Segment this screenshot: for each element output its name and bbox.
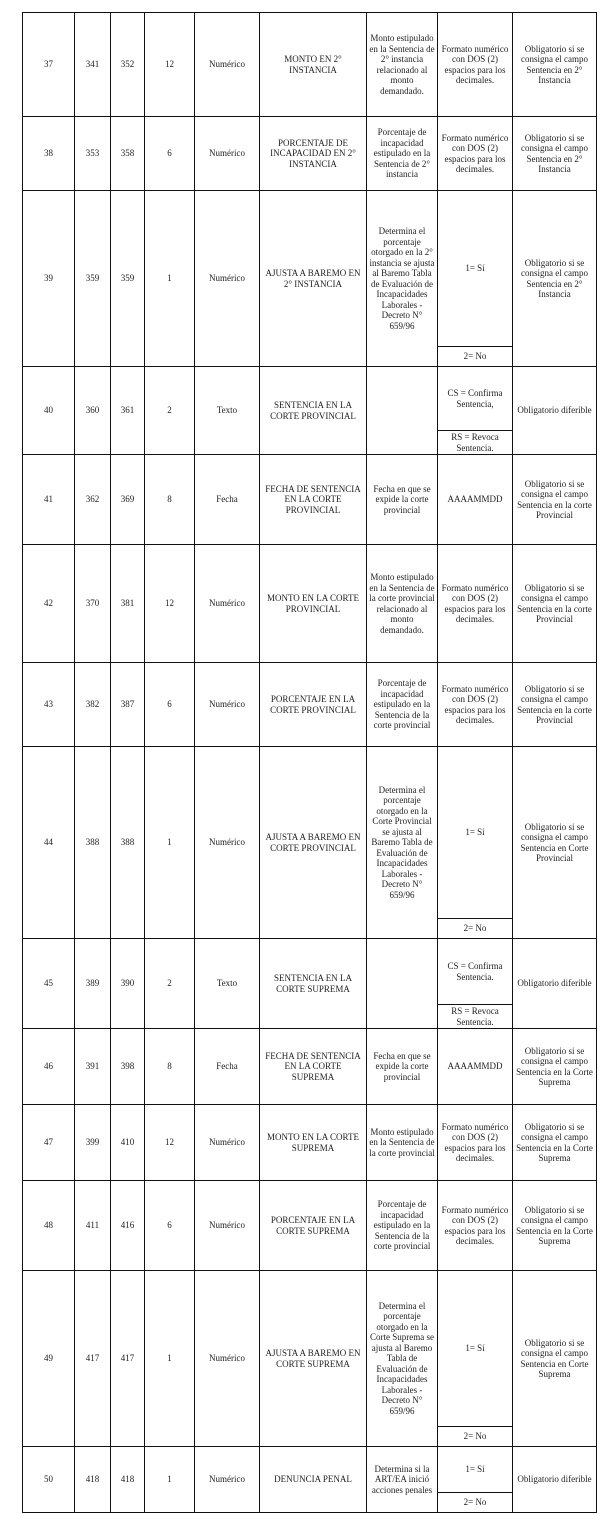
position-from-cell: 399: [75, 1105, 111, 1181]
obligation-cell: Obligatorio si se consigna el campo Sentencia en la corte Provincial: [513, 663, 597, 747]
field-number-cell: 40: [23, 367, 75, 455]
format-cell: 2= No: [438, 919, 513, 939]
obligation-cell: Obligatorio si se consigna el campo Sentencia en 2° Instancia: [513, 191, 597, 367]
description-cell: Fecha en que se expide la corte provincial: [367, 1029, 438, 1105]
data-type-cell: Fecha: [195, 1029, 260, 1105]
field-name-cell: AJUSTA A BAREMO EN CORTE SUPREMA: [260, 1271, 367, 1447]
format-cell: AAAAMMDD: [438, 455, 513, 545]
description-cell: Monto estipulado en la Sentencia de la corte provincial relacionado al monto demandado.: [367, 545, 438, 663]
field-name-cell: SENTENCIA EN LA CORTE PROVINCIAL: [260, 367, 367, 455]
position-from-cell: 411: [75, 1181, 111, 1271]
format-cell: Formato numérico con DOS (2) espacios para los decimales.: [438, 117, 513, 191]
data-type-cell: Numérico: [195, 191, 260, 367]
data-type-cell: Numérico: [195, 13, 260, 117]
data-type-cell: Numérico: [195, 1271, 260, 1447]
table-row: [23, 663, 597, 747]
table-row: [23, 1181, 597, 1271]
table-row: [23, 939, 597, 1005]
field-name-cell: FECHA DE SENTENCIA EN LA CORTE SUPREMA: [260, 1029, 367, 1105]
position-to-cell: 361: [111, 367, 145, 455]
field-number-cell: 47: [23, 1105, 75, 1181]
length-cell: 1: [145, 1447, 195, 1513]
field-number-cell: 39: [23, 191, 75, 367]
field-spec-body: [23, 13, 597, 1513]
obligation-cell: Obligatorio si se consigna el campo Sentencia en 2° Instancia: [513, 13, 597, 117]
data-type-cell: Texto: [195, 367, 260, 455]
field-spec-document: [22, 12, 597, 1513]
description-cell: Porcentaje de incapacidad estipulado en la Sentencia de la corte provincial: [367, 663, 438, 747]
length-cell: 2: [145, 939, 195, 1029]
length-cell: 6: [145, 663, 195, 747]
position-from-cell: 341: [75, 13, 111, 117]
position-from-cell: 382: [75, 663, 111, 747]
length-cell: 1: [145, 747, 195, 939]
table-row: [23, 455, 597, 545]
position-from-cell: 388: [75, 747, 111, 939]
field-number-cell: 42: [23, 545, 75, 663]
position-from-cell: 389: [75, 939, 111, 1029]
data-type-cell: Numérico: [195, 663, 260, 747]
length-cell: 2: [145, 367, 195, 455]
table-row: [23, 545, 597, 663]
table-row: [23, 1105, 597, 1181]
position-from-cell: 370: [75, 545, 111, 663]
format-cell: RS = Revoca Sentencia.: [438, 431, 513, 455]
position-from-cell: 359: [75, 191, 111, 367]
field-number-cell: 38: [23, 117, 75, 191]
format-cell: Formato numérico con DOS (2) espacios para los decimales.: [438, 13, 513, 117]
position-from-cell: 417: [75, 1271, 111, 1447]
description-cell: [367, 367, 438, 455]
length-cell: 1: [145, 191, 195, 367]
data-type-cell: Numérico: [195, 545, 260, 663]
obligation-cell: Obligatorio si se consigna el campo Sentencia en la corte Provincial: [513, 455, 597, 545]
field-name-cell: PORCENTAJE DE INCAPACIDAD EN 2° INSTANCIA: [260, 117, 367, 191]
table-row: [23, 367, 597, 431]
length-cell: 1: [145, 1271, 195, 1447]
description-cell: Fecha en que se expide la corte provincial: [367, 455, 438, 545]
data-type-cell: Numérico: [195, 1181, 260, 1271]
format-cell: CS = Confirma Sentencia.: [438, 939, 513, 1005]
description-cell: Determina el porcentaje otorgado en la Corte Suprema se ajusta al Baremo Tabla de Evaluación de Incapacidades Laborales - Decreto N° 659/96: [367, 1271, 438, 1447]
format-cell: AAAAMMDD: [438, 1029, 513, 1105]
format-cell: CS = Confirma Sentencia,: [438, 367, 513, 431]
obligation-cell: Obligatorio si se consigna el campo Sentencia en la Corte Suprema: [513, 1105, 597, 1181]
format-cell: Formato numérico con DOS (2) espacios para los decimales.: [438, 1105, 513, 1181]
position-to-cell: 410: [111, 1105, 145, 1181]
field-name-cell: AJUSTA A BAREMO EN CORTE PROVINCIAL: [260, 747, 367, 939]
field-number-cell: 44: [23, 747, 75, 939]
table-row: [23, 117, 597, 191]
position-from-cell: 360: [75, 367, 111, 455]
obligation-cell: Obligatorio si se consigna el campo Sentencia en 2° Instancia: [513, 117, 597, 191]
table-row: [23, 1271, 597, 1427]
format-cell: Formato numérico con DOS (2) espacios para los decimales.: [438, 1181, 513, 1271]
data-type-cell: Texto: [195, 939, 260, 1029]
table-row: [23, 747, 597, 919]
description-cell: Porcentaje de incapacidad estipulado en la Sentencia de la corte provincial: [367, 1181, 438, 1271]
field-spec-table: [22, 12, 597, 1513]
field-name-cell: AJUSTA A BAREMO EN 2° INSTANCIA: [260, 191, 367, 367]
description-cell: Monto estipulado en la Sentencia de la corte provincial: [367, 1105, 438, 1181]
field-name-cell: PORCENTAJE EN LA CORTE PROVINCIAL: [260, 663, 367, 747]
format-cell: 2= No: [438, 1493, 513, 1513]
obligation-cell: Obligatorio si se consigna el campo Sentencia en Corte Provincial: [513, 747, 597, 939]
description-cell: Determina el porcentaje otorgado en la Corte Provincial se ajusta al Baremo Tabla de Evaluación de Incapacidades Laborales - Decreto N° 659/96: [367, 747, 438, 939]
position-from-cell: 418: [75, 1447, 111, 1513]
description-cell: Determina si la ART/EA inició acciones penales: [367, 1447, 438, 1513]
table-row: [23, 1447, 597, 1493]
description-cell: Monto estipulado en la Sentencia de 2° instancia relacionado al monto demandado.: [367, 13, 438, 117]
position-to-cell: 388: [111, 747, 145, 939]
position-to-cell: 418: [111, 1447, 145, 1513]
field-number-cell: 41: [23, 455, 75, 545]
position-to-cell: 416: [111, 1181, 145, 1271]
field-name-cell: MONTO EN LA CORTE PROVINCIAL: [260, 545, 367, 663]
field-number-cell: 45: [23, 939, 75, 1029]
position-to-cell: 352: [111, 13, 145, 117]
field-number-cell: 50: [23, 1447, 75, 1513]
description-cell: Determina el porcentaje otorgado en la 2° instancia se ajusta al Baremo Tabla de Evaluación de Incapacidades Laborales - Decreto N° 659/96: [367, 191, 438, 367]
field-name-cell: FECHA DE SENTENCIA EN LA CORTE PROVINCIAL: [260, 455, 367, 545]
position-to-cell: 381: [111, 545, 145, 663]
format-cell: RS = Revoca Sentencia.: [438, 1005, 513, 1029]
length-cell: 8: [145, 1029, 195, 1105]
position-to-cell: 359: [111, 191, 145, 367]
data-type-cell: Numérico: [195, 1105, 260, 1181]
description-cell: Porcentaje de incapacidad estipulado en la Sentencia de 2° instancia: [367, 117, 438, 191]
length-cell: 6: [145, 117, 195, 191]
position-from-cell: 353: [75, 117, 111, 191]
length-cell: 12: [145, 1105, 195, 1181]
format-cell: 1= Sí: [438, 1447, 513, 1493]
position-to-cell: 417: [111, 1271, 145, 1447]
data-type-cell: Fecha: [195, 455, 260, 545]
field-number-cell: 48: [23, 1181, 75, 1271]
obligation-cell: Obligatorio diferible: [513, 367, 597, 455]
format-cell: 2= No: [438, 1427, 513, 1447]
field-number-cell: 37: [23, 13, 75, 117]
length-cell: 12: [145, 545, 195, 663]
format-cell: 1= Sí: [438, 747, 513, 919]
position-to-cell: 398: [111, 1029, 145, 1105]
obligation-cell: Obligatorio si se consigna el campo Sentencia en la corte Provincial: [513, 545, 597, 663]
obligation-cell: Obligatorio diferible: [513, 1447, 597, 1513]
field-name-cell: PORCENTAJE EN LA CORTE SUPREMA: [260, 1181, 367, 1271]
data-type-cell: Numérico: [195, 1447, 260, 1513]
position-to-cell: 369: [111, 455, 145, 545]
format-cell: 1= Sí: [438, 191, 513, 347]
description-cell: [367, 939, 438, 1029]
field-number-cell: 43: [23, 663, 75, 747]
position-to-cell: 387: [111, 663, 145, 747]
field-name-cell: SENTENCIA EN LA CORTE SUPREMA: [260, 939, 367, 1029]
position-from-cell: 391: [75, 1029, 111, 1105]
table-row: [23, 1029, 597, 1105]
field-number-cell: 49: [23, 1271, 75, 1447]
length-cell: 12: [145, 13, 195, 117]
field-name-cell: DENUNCIA PENAL: [260, 1447, 367, 1513]
table-row: [23, 13, 597, 117]
field-name-cell: MONTO EN 2° INSTANCIA: [260, 13, 367, 117]
position-to-cell: 390: [111, 939, 145, 1029]
obligation-cell: Obligatorio diferible: [513, 939, 597, 1029]
obligation-cell: Obligatorio si se consigna el campo Sentencia en Corte Suprema: [513, 1271, 597, 1447]
length-cell: 8: [145, 455, 195, 545]
data-type-cell: Numérico: [195, 117, 260, 191]
format-cell: 1= Sí: [438, 1271, 513, 1427]
format-cell: 2= No: [438, 347, 513, 367]
format-cell: Formato numérico con DOS (2) espacios para los decimales.: [438, 545, 513, 663]
field-number-cell: 46: [23, 1029, 75, 1105]
length-cell: 6: [145, 1181, 195, 1271]
field-name-cell: MONTO EN LA CORTE SUPREMA: [260, 1105, 367, 1181]
position-from-cell: 362: [75, 455, 111, 545]
obligation-cell: Obligatorio si se consigna el campo Sentencia en la Corte Suprema: [513, 1029, 597, 1105]
table-row: [23, 191, 597, 347]
format-cell: Formato numérico con DOS (2) espacios para los decimales.: [438, 663, 513, 747]
position-to-cell: 358: [111, 117, 145, 191]
data-type-cell: Numérico: [195, 747, 260, 939]
obligation-cell: Obligatorio si se consigna el campo Sentencia en la Corte Suprema: [513, 1181, 597, 1271]
